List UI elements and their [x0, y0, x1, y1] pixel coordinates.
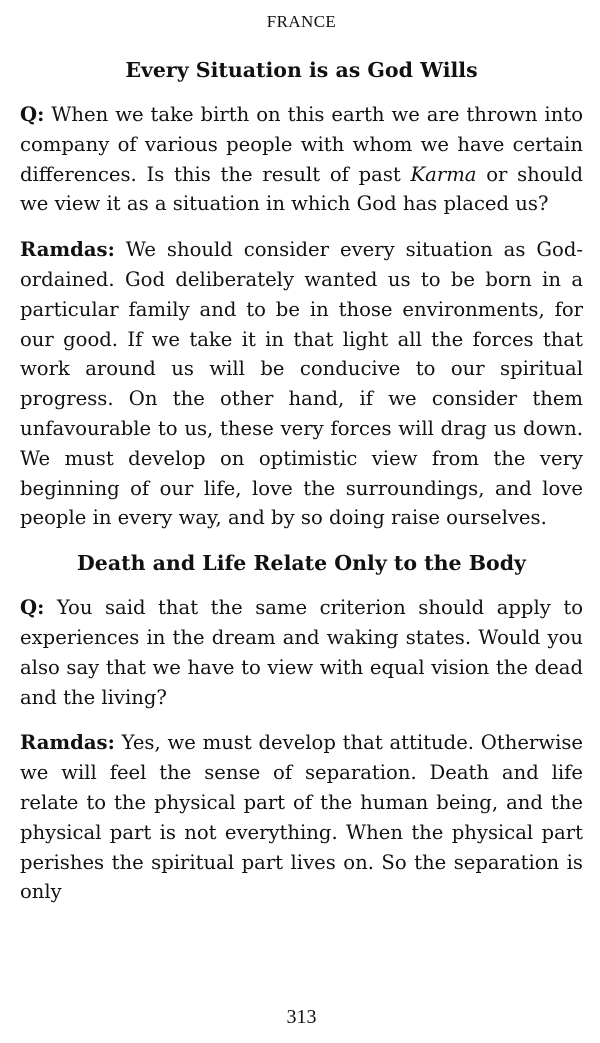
- answer-text: We should consider every situation as God-ordained. God deliberately wanted us to be born in a particular family and to be in those environments, for our good. If we take it in that light all the forces that work around us will be conducive to our spiritual progress. On the other hand, if we consider them unfavourable to us, these very forces will drag us down. We must develop on optimistic view from the very beginning of our life, love the surroundings, and love people in every way, and by so doing raise ourselves.: [20, 238, 583, 530]
- section-heading: Every Situation is as God Wills: [125, 58, 478, 82]
- question-paragraph: [20, 593, 583, 712]
- speaker-label: Ramdas:: [20, 238, 115, 262]
- question-text: You said that the same criterion should apply to experiences in the dream and waking states. Would you also say that we have to view with equal vision the dead and the living?: [20, 596, 583, 709]
- question-text: or should we view it as a situation in which God has placed us?: [20, 162, 583, 216]
- answer-paragraph: [20, 728, 583, 907]
- section-heading: Death and Life Relate Only to the Body: [77, 551, 526, 576]
- speaker-label: Q:: [20, 103, 45, 126]
- answer-paragraph: [20, 235, 583, 533]
- answer-text: Yes, we must develop that attitude. Otherwise we will feel the sense of separation. Death and life relate to the physical part of the human being, and the physical part is not everything. When the physical part perishes the spiritual part lives on. So the separation is only: [20, 731, 583, 904]
- page-body: [20, 56, 583, 907]
- book-page: [20, 0, 583, 1043]
- speaker-label: Ramdas:: [20, 731, 115, 755]
- page-number: 313: [286, 1006, 317, 1028]
- question-paragraph: [20, 100, 583, 219]
- emphasis-text: Karma: [410, 162, 477, 186]
- speaker-label: Q:: [20, 596, 45, 620]
- question-text: When we take birth on this earth we are thrown into company of various people with whom we have certain differences. Is this the result of past: [20, 103, 583, 186]
- running-head: FRANCE: [266, 12, 337, 31]
